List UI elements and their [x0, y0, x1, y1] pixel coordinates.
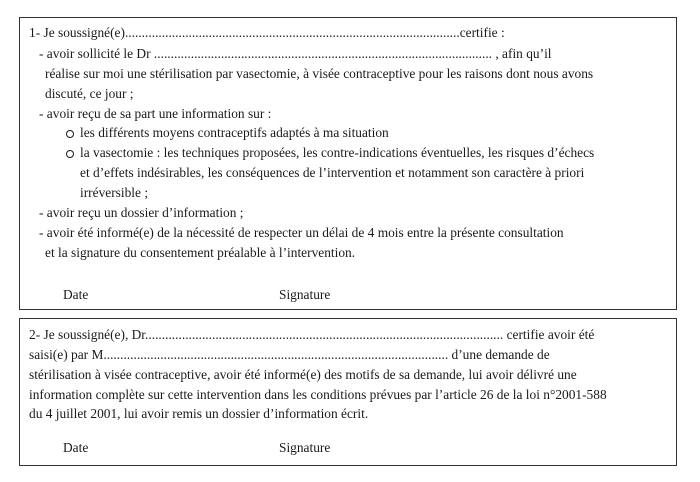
section2-line4: information complète sur cette intervention dans les conditions prévues par l’article 26 de la loi n°2001-588	[29, 387, 607, 402]
section1-heading: 1- Je soussigné(e)....................................................................................................certifie :	[29, 25, 505, 40]
section1-sub1: les différents moyens contraceptifs adaptés à ma situation	[80, 125, 389, 140]
section1-date-label: Date	[63, 287, 89, 302]
section2-line1: 2- Je soussigné(e), Dr........................................................................................................... certifie avoir été	[29, 327, 595, 342]
section2-date-label: Date	[63, 440, 89, 455]
section1-item4-line1: - avoir été informé(e) de la nécessité de respecter un délai de 4 mois entre la présente consultation	[39, 225, 564, 240]
section1-signature-label: Signature	[279, 287, 331, 302]
section1-item4-line2: et la signature du consentement préalable à l’intervention.	[45, 245, 356, 260]
section1-item3: - avoir reçu un dossier d’information ;	[39, 205, 244, 220]
section2-signature-label: Signature	[279, 440, 331, 455]
section1-sub2-line3: irréversible ;	[80, 185, 149, 200]
circle-bullet-icon	[66, 150, 74, 158]
section1-item1-line3: discuté, ce jour ;	[45, 86, 134, 101]
section1-sub2-line2: et d’effets indésirables, les conséquences de l’intervention et notamment son caractère à priori	[80, 165, 585, 180]
section1-item1-line1: - avoir sollicité le Dr ..................................................................................................... , afin qu’il	[39, 46, 552, 61]
section2-line5: du 4 juillet 2001, lui avoir remis un dossier d’information écrit.	[29, 406, 369, 421]
section1-item2-line1: - avoir reçu de sa part une information sur :	[39, 106, 272, 121]
section2-line2: saisi(e) par M....................................................................................................... d’une demande de	[29, 347, 550, 362]
section2-line3: stérilisation à visée contraceptive, avoir été informé(e) des motifs de sa demande, lui avoir délivré une	[29, 367, 577, 382]
circle-bullet-icon	[66, 130, 74, 138]
section1-item1-line2: réalise sur moi une stérilisation par vasectomie, à visée contraceptive pour les raisons dont nous avons	[45, 66, 594, 81]
section1-sub2-line1: la vasectomie : les techniques proposées, les contre-indications éventuelles, les risques d’échecs	[80, 145, 595, 160]
